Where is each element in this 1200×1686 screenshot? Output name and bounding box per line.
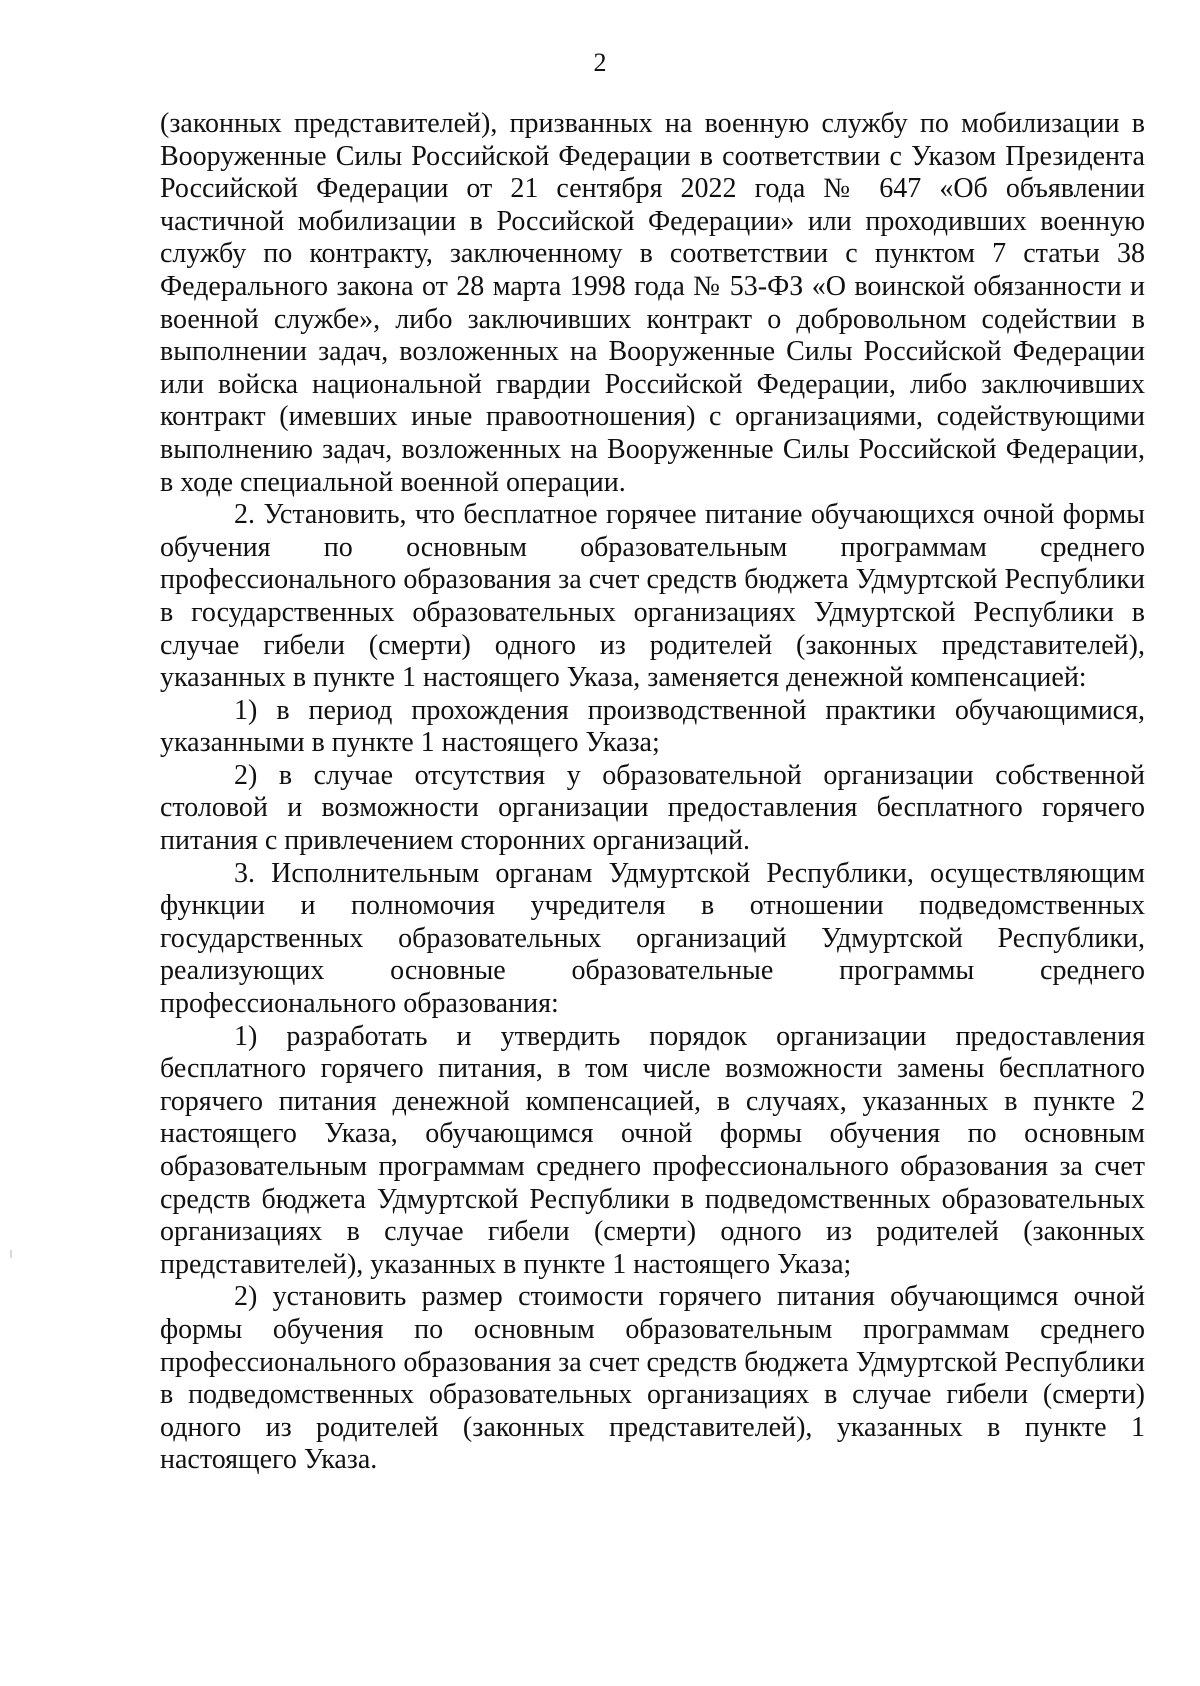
paragraph-subitem-3-2: 2) установить размер стоимости горячего питания обучающимся очной формы обучения по основным образовательным программам среднего профессионального образования за счет средств бюджета Удмуртской Республики в подведомственных образовательных организациях в случае гибели (смерти) одного из родителей (законных представителей), указанных в пункте 1 настоящего Указа. — [160, 1281, 1145, 1476]
paragraph-subitem-2-2: 2) в случае отсутствия у образовательной организации собственной столовой и возможности организации предоставления бесплатного горячего питания с привлечением сторонних организаций. — [160, 759, 1145, 857]
scan-mark — [10, 1250, 12, 1258]
paragraph-subitem-2-1: 1) в период прохождения производственной практики обучающимися, указанными в пункте 1 настоящего Указа; — [160, 694, 1145, 759]
document-body — [160, 108, 1145, 1477]
page-number: 2 — [593, 48, 607, 77]
paragraph-item-3: 3. Исполнительным органам Удмуртской Республики, осуществляющим функции и полномочия учредителя в отношении подведомственных государственных образовательных организаций Удмуртской Республики, реализующих основные образовательные программы среднего профессионального образования: — [160, 857, 1145, 1020]
paragraph-subitem-3-1: 1) разработать и утвердить порядок организации предоставления бесплатного горячего питания, в том числе возможности замены бесплатного горячего питания денежной компенсацией, в случаях, указанных в пункте 2 настоящего Указа, обучающимся очной формы обучения по основным образовательным программам среднего профессионального образования за счет средств бюджета Удмуртской Республики в подведомственных образовательных организациях в случае гибели (смерти) одного из родителей (законных представителей), указанных в пункте 1 настоящего Указа; — [160, 1020, 1145, 1280]
paragraph-item-2: 2. Установить, что бесплатное горячее питание обучающихся очной формы обучения по основным образовательным программам среднего профессионального образования за счет средств бюджета Удмуртской Республики в государственных образовательных организациях Удмуртской Республики в случае гибели (смерти) одного из родителей (законных представителей), указанных в пункте 1 настоящего Указа, заменяется денежной компенсацией: — [160, 499, 1145, 694]
paragraph-continuation: (законных представителей), призванных на военную службу по мобилизации в Вооруженные Силы Российской Федерации в соответствии с Указом Президента Российской Федерации от 21 сентября 2022 года № 647 «Об объявлении частичной мобилизации в Российской Федерации» или проходивших военную службу по контракту, заключенному в соответствии с пунктом 7 статьи 38 Федерального закона от 28 марта 1998 года № 53-ФЗ «О воинской обязанности и военной службе», либо заключивших контракт о добровольном содействии в выполнении задач, возложенных на Вооруженные Силы Российской Федерации или войска национальной гвардии Российской Федерации, либо заключивших контракт (имевших иные правоотношения) с организациями, содействующими выполнению задач, возложенных на Вооруженные Силы Российской Федерации, в ходе специальной военной операции. — [160, 108, 1145, 498]
